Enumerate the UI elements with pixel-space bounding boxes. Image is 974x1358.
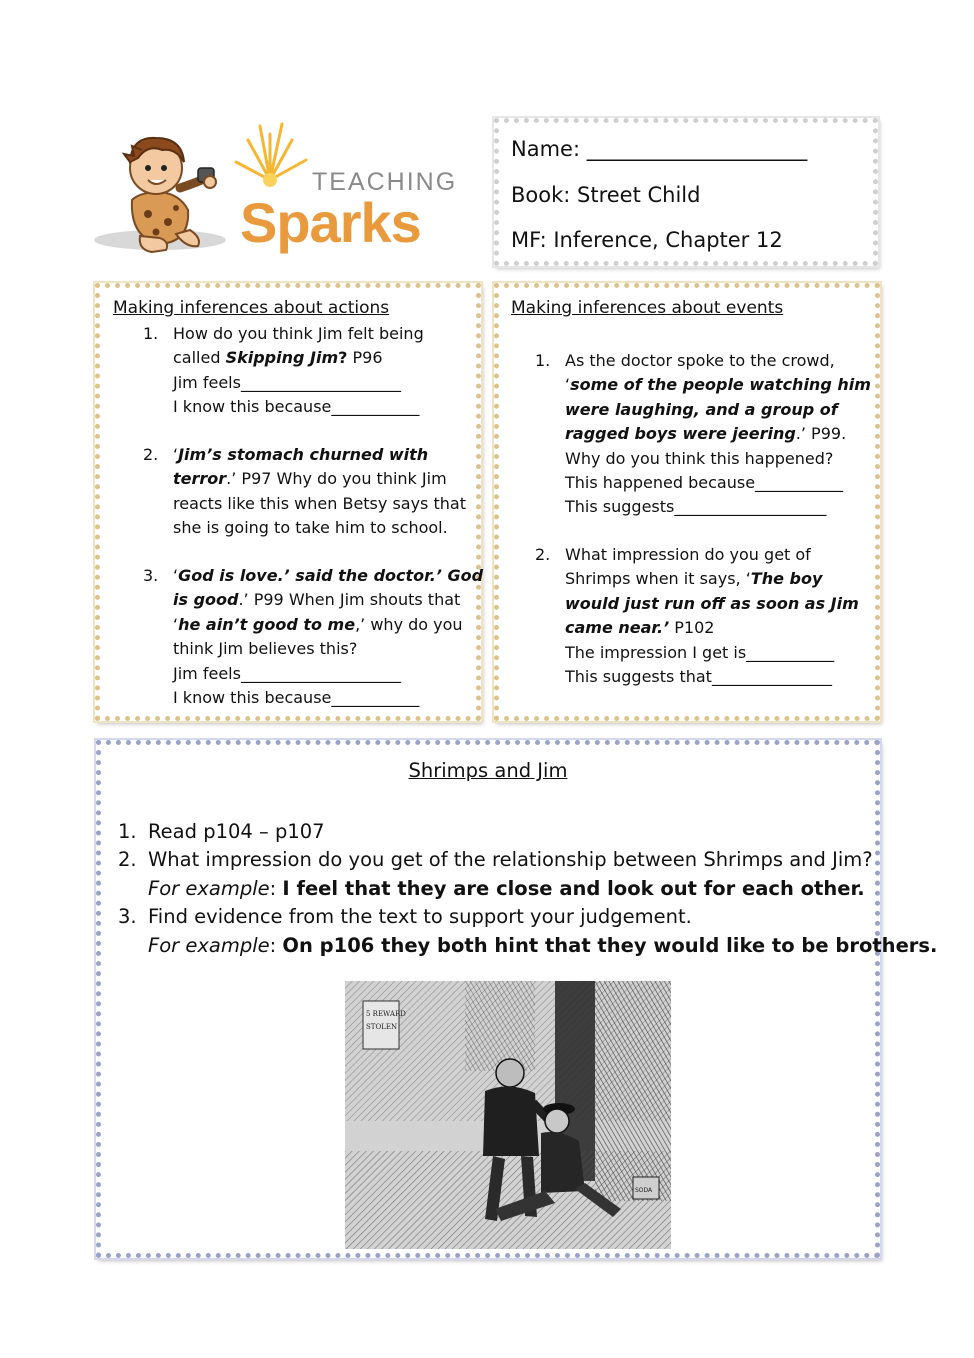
events-title: Making inferences about events <box>511 298 784 318</box>
question-line: Shrimps when it says, ‘The boy <box>565 569 823 589</box>
name-field[interactable]: Name: _____________________ <box>511 137 808 161</box>
actions-question-3 <box>143 564 484 714</box>
answer-line-happened[interactable]: This happened because___________ <box>565 473 844 493</box>
answer-line-feels[interactable]: Jim feels____________________ <box>173 663 401 683</box>
task-text: Find evidence from the text to support your judgement. <box>148 905 692 928</box>
student-details-box <box>494 118 878 266</box>
question-line: is good.’ P99 When Jim shouts that <box>173 590 461 610</box>
answer-line-suggests[interactable]: This suggests___________________ <box>565 497 827 517</box>
task-example: For example: I feel that they are close and look out for each other. <box>148 876 865 900</box>
task-text: Read p104 – p107 <box>148 820 325 843</box>
shrimps-task-2 <box>118 846 873 903</box>
events-box <box>494 283 880 721</box>
question-number: 3. <box>143 566 159 585</box>
task-text: What impression do you get of the relationship between Shrimps and Jim? <box>148 848 873 871</box>
question-line: ‘he ain’t good to me,’ why do you <box>173 614 463 634</box>
question-line: terror.’ P97 Why do you think Jim <box>173 469 447 489</box>
sign-stolen-text: STOLEN <box>366 1023 398 1031</box>
task-number: 1. <box>118 820 137 843</box>
shrimps-and-jim-box <box>96 740 938 1258</box>
task-example: For example: On p106 they both hint that they would like to be brothers. <box>148 933 938 957</box>
caveman-mascot-icon <box>90 118 250 268</box>
question-line: What impression do you get of <box>565 545 811 564</box>
task-number: 2. <box>118 848 137 871</box>
question-line: would just run off as soon as Jim <box>565 593 859 613</box>
sign-reward-text: 5 REWARD <box>366 1010 406 1018</box>
logo-teaching-text: TEACHING <box>312 168 458 196</box>
question-number: 2. <box>143 445 159 464</box>
question-number: 1. <box>143 324 159 343</box>
question-number: 1. <box>535 351 551 370</box>
question-number: 2. <box>535 545 551 564</box>
spark-burst-icon <box>230 118 320 198</box>
street-child-illustration <box>345 981 671 1249</box>
teaching-sparks-logo <box>90 118 460 268</box>
question-line: she is going to take him to school. <box>173 518 448 538</box>
actions-title: Making inferences about actions <box>113 298 390 318</box>
answer-line-feels[interactable]: Jim feels____________________ <box>173 372 401 392</box>
actions-box <box>95 283 484 721</box>
actions-question-2 <box>143 443 473 543</box>
crate-label-text: SODA <box>635 1187 653 1194</box>
question-line: were laughing, and a group of <box>565 399 838 419</box>
shrimps-task-3 <box>118 903 938 960</box>
question-line: called Skipping Jim? P96 <box>173 348 383 368</box>
task-number: 3. <box>118 905 137 928</box>
question-line: reacts like this when Betsy says that <box>173 493 466 513</box>
shrimps-title: Shrimps and Jim <box>408 759 568 782</box>
actions-question-1 <box>143 322 473 422</box>
shrimps-task-1 <box>118 818 858 846</box>
question-line: came near.’ P102 <box>565 618 715 638</box>
question-line: think Jim believes this? <box>173 639 358 659</box>
question-line: ‘God is love.’ said the doctor.’ God <box>173 566 484 585</box>
question-line: ‘some of the people watching him <box>565 375 871 395</box>
answer-line-because[interactable]: I know this because___________ <box>173 688 420 708</box>
question-line: Why do you think this happened? <box>565 448 834 468</box>
question-line: As the doctor spoke to the crowd, <box>565 351 835 370</box>
answer-line-suggests[interactable]: This suggests that_______________ <box>565 667 832 687</box>
logo-sparks-text: Sparks <box>240 191 421 254</box>
question-line: ragged boys were jeering.’ P99. <box>565 424 847 444</box>
answer-line-impression[interactable]: The impression I get is___________ <box>565 642 835 662</box>
book-title: Book: Street Child <box>511 183 701 207</box>
mf-label: MF: Inference, Chapter 12 <box>511 228 783 252</box>
question-line: ‘Jim’s stomach churned with <box>173 445 429 464</box>
events-question-2 <box>535 543 875 693</box>
question-line: How do you think Jim felt being <box>173 324 424 343</box>
answer-line-because[interactable]: I know this because___________ <box>173 397 420 417</box>
events-question-1 <box>535 349 875 524</box>
